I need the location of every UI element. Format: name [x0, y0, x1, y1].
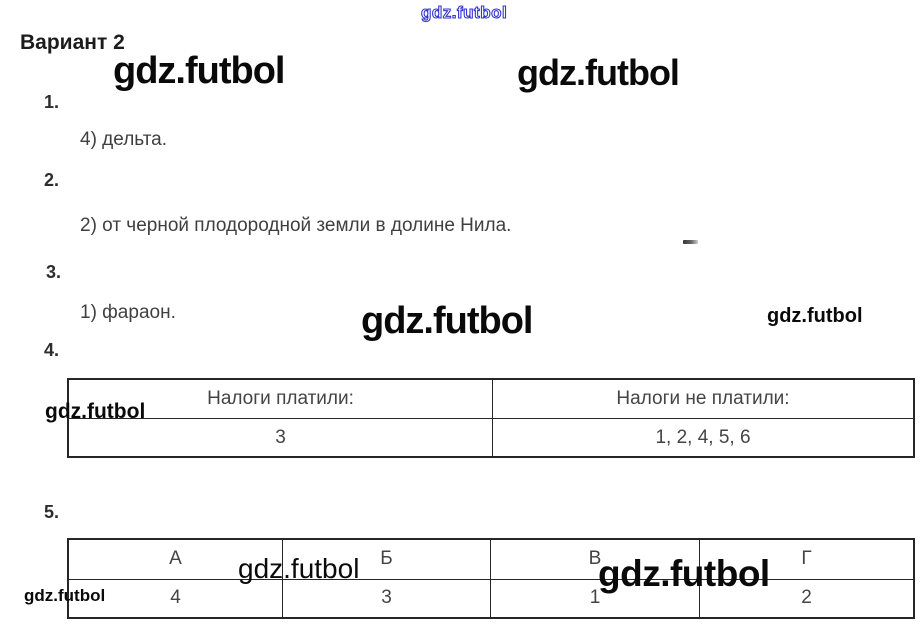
question-2-number: 2. [44, 170, 60, 190]
watermark: gdz.futbol [517, 52, 679, 93]
question-3-number: 3. [46, 262, 62, 282]
matching-table-value-g: 2 [699, 579, 913, 618]
question-3-answer: 1) фараон. [80, 302, 176, 323]
matching-table-header-g: Г [699, 540, 913, 579]
question-5-number: 5. [44, 502, 60, 522]
watermark: gdz.futbol [238, 553, 360, 584]
watermark: gdz.futbol [361, 300, 533, 342]
matching-table [67, 538, 915, 619]
question-4-number: 4. [44, 340, 60, 360]
matching-table-value-a: 4 [69, 579, 282, 618]
matching-table-header-v: В [490, 540, 699, 579]
matching-table-header-b: Б [282, 540, 490, 579]
watermark: gdz.futbol [598, 553, 770, 594]
ink-smudge [683, 240, 698, 244]
watermark: gdz.futbol [767, 305, 863, 327]
matching-table-value-v: 1 [490, 579, 699, 618]
watermark: gdz.futbol [24, 586, 106, 605]
taxes-table-value-notpaid: 1, 2, 4, 5, 6 [492, 418, 913, 456]
taxes-table-header-notpaid: Налоги не платили: [492, 380, 913, 418]
matching-table-value-b: 3 [282, 579, 490, 618]
variant-title: Вариант 2 [20, 31, 125, 54]
matching-table-header-a: А [169, 548, 182, 570]
watermark-blue-outline: gdz.futbol [421, 3, 508, 22]
watermark: gdz.futbol [45, 400, 146, 423]
taxes-table-value-paid: 3 [69, 418, 492, 456]
taxes-table-header-paid: Налоги платили: [207, 388, 354, 409]
question-1-answer: 4) дельта. [80, 129, 168, 150]
question-2-answer: 2) от черной плодородной земли в долине Нила. [80, 215, 512, 236]
taxes-table [67, 378, 915, 458]
question-1-number: 1. [44, 92, 60, 112]
watermark: gdz.futbol [113, 50, 285, 92]
